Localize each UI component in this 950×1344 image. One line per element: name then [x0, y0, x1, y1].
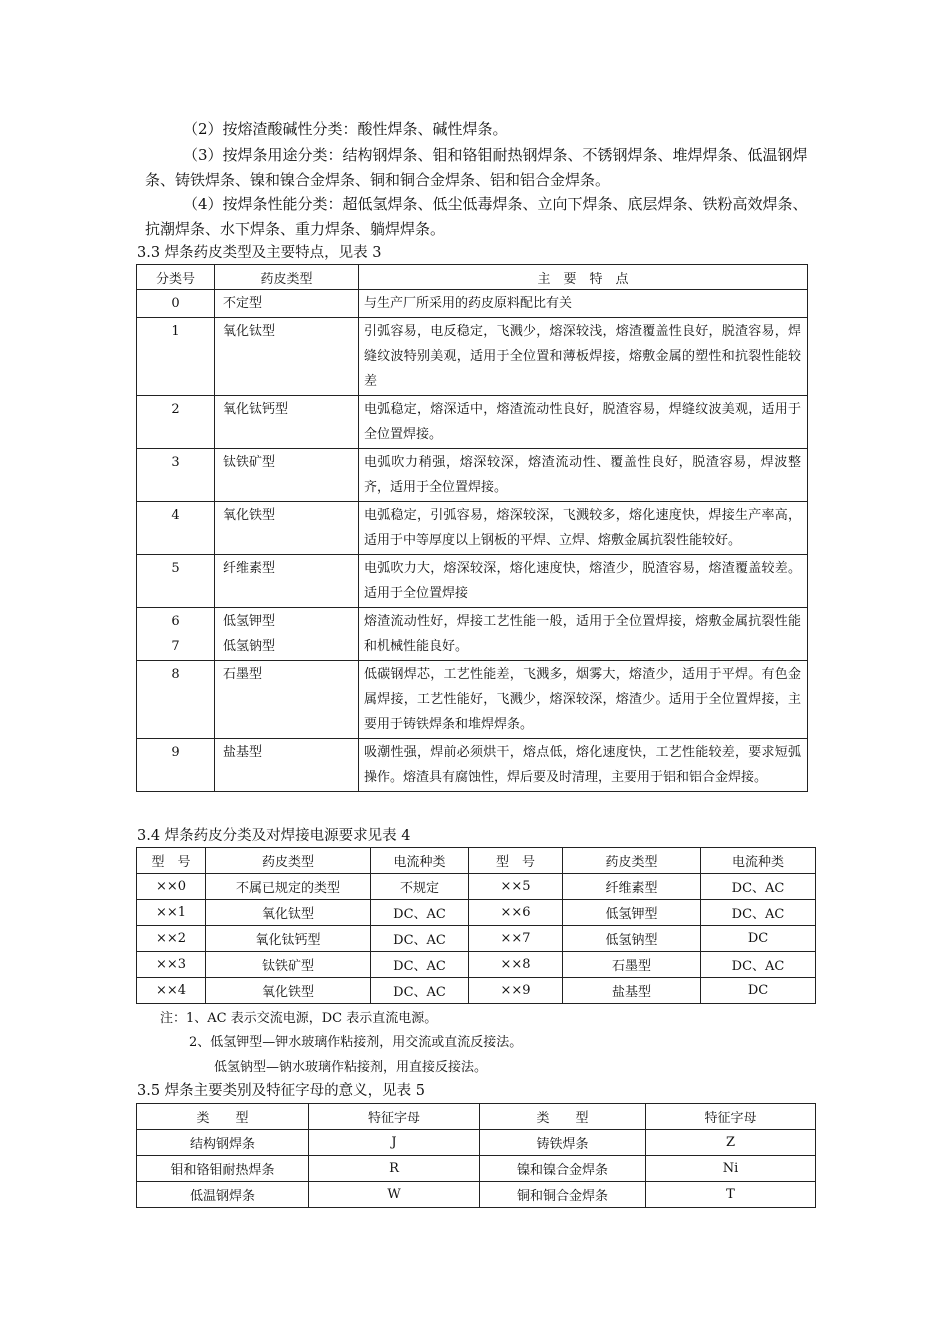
cell: 钛铁矿型 — [206, 952, 371, 978]
column-header: 型 号 — [469, 848, 563, 874]
table-row — [137, 608, 808, 661]
coating-type-sodium: 低氢钠型 — [223, 639, 276, 654]
cell: ××4 — [137, 978, 206, 1004]
cell: DC、AC — [701, 900, 816, 926]
coating-type: 氧化钛钙型 — [215, 396, 359, 449]
column-header: 电流种类 — [371, 848, 469, 874]
main-features: 低碳钢焊芯，工艺性能差，飞溅多，烟雾大，熔渣少，适用于平焊。有色金属焊接，工艺性能好，飞溅少，熔深较深，熔渣少。适用于全位置焊接，主要用于铸铁焊条和堆焊焊条。 — [359, 661, 808, 739]
column-header: 电流种类 — [701, 848, 816, 874]
class-number: 8 — [137, 661, 215, 739]
intro-paragraph-3: （3）按焊条用途分类：结构钢焊条、钼和铬钼耐热钢焊条、不锈钢焊条、堆焊焊条、低温钢焊条、铸铁焊条、镍和镍合金焊条、铜和铜合金焊条、铝和铝合金焊条。 — [145, 146, 808, 189]
table-header-row — [137, 848, 816, 874]
intro-paragraph-4: （4）按焊条性能分类：超低氢焊条、低尘低毒焊条、立向下焊条、底层焊条、铁粉高效焊条、抗潮焊条、水下焊条、重力焊条、躺焊焊条。 — [145, 195, 808, 238]
table-header-row — [137, 265, 808, 290]
table-row — [137, 952, 816, 978]
cell: 结构钢焊条 — [137, 1130, 309, 1156]
table-row — [137, 900, 816, 926]
table-row — [137, 502, 808, 555]
cell: DC、AC — [371, 952, 469, 978]
coating-type: 纤维素型 — [215, 555, 359, 608]
cell: DC、AC — [371, 900, 469, 926]
column-header: 药皮类型 — [206, 848, 371, 874]
coating-type: 不定型 — [215, 290, 359, 318]
cell: 不属已规定的类型 — [206, 874, 371, 900]
table-4-note-3: 低氢钠型—钠水玻璃作粘接剂，用直接反接法。 — [214, 1060, 488, 1075]
cell: DC — [701, 926, 816, 952]
table-5-letter-meanings — [136, 1103, 816, 1208]
cell: ××3 — [137, 952, 206, 978]
class-number: 9 — [137, 739, 215, 792]
cell: Z — [646, 1130, 816, 1156]
table-row — [137, 1156, 816, 1182]
class-number-7: 7 — [171, 639, 180, 654]
cell: J — [309, 1130, 480, 1156]
cell: 盐基型 — [563, 978, 701, 1004]
coating-type-potassium: 低氢钾型 — [223, 614, 276, 629]
column-header: 主 要 特 点 — [359, 265, 808, 290]
table-row — [137, 874, 816, 900]
column-header: 类 型 — [137, 1104, 309, 1130]
cell: 纤维素型 — [563, 874, 701, 900]
main-features: 引弧容易，电反稳定，飞溅少，熔深较浅，熔渣覆盖性良好，脱渣容易，焊缝纹波特别美观，适用于全位置和薄板焊接，熔敷金属的塑性和抗裂性能较差 — [359, 318, 808, 396]
cell: ××8 — [469, 952, 563, 978]
cell: DC、AC — [701, 952, 816, 978]
cell: 铜和铜合金焊条 — [480, 1182, 646, 1208]
class-number: 1 — [137, 318, 215, 396]
cell: 低温钢焊条 — [137, 1182, 309, 1208]
coating-type — [215, 608, 359, 661]
column-header: 药皮类型 — [563, 848, 701, 874]
cell: ××2 — [137, 926, 206, 952]
column-header: 药皮类型 — [215, 265, 359, 290]
table-row — [137, 739, 808, 792]
table-row — [137, 318, 808, 396]
cell: R — [309, 1156, 480, 1182]
cell: ××9 — [469, 978, 563, 1004]
section-3-3-heading: 3.3 焊条药皮类型及主要特点，见表 3 — [137, 245, 382, 261]
class-number: 4 — [137, 502, 215, 555]
class-number: 5 — [137, 555, 215, 608]
table-row — [137, 1130, 816, 1156]
table-row — [137, 290, 808, 318]
cell: DC、AC — [701, 874, 816, 900]
table-row — [137, 555, 808, 608]
main-features: 电弧稳定，熔深适中，熔渣流动性良好，脱渣容易，焊缝纹波美观，适用于全位置焊接。 — [359, 396, 808, 449]
coating-type: 氧化铁型 — [215, 502, 359, 555]
table-row — [137, 661, 808, 739]
main-features: 电弧稳定，引弧容易，熔深较深，飞溅较多，熔化速度快，焊接生产率高，适用于中等厚度以上钢板的平焊、立焊、熔敷金属抗裂性能较好。 — [359, 502, 808, 555]
table-row — [137, 396, 808, 449]
coating-type: 石墨型 — [215, 661, 359, 739]
cell: Ni — [646, 1156, 816, 1182]
cell: DC — [701, 978, 816, 1004]
column-header: 特征字母 — [309, 1104, 480, 1130]
cell: ××5 — [469, 874, 563, 900]
cell: 低氢钠型 — [563, 926, 701, 952]
table-4-note-1: 注：1、AC 表示交流电源，DC 表示直流电源。 — [160, 1011, 438, 1026]
column-header: 类 型 — [480, 1104, 646, 1130]
coating-type: 氧化钛型 — [215, 318, 359, 396]
table-header-row — [137, 1104, 816, 1130]
cell: 铸铁焊条 — [480, 1130, 646, 1156]
main-features: 吸潮性强，焊前必须烘干，熔点低，熔化速度快，工艺性能较差，要求短弧操作。熔渣具有腐蚀性，焊后要及时清理，主要用于铝和铝合金焊接。 — [359, 739, 808, 792]
column-header: 型 号 — [137, 848, 206, 874]
cell: ××0 — [137, 874, 206, 900]
section-3-5-heading: 3.5 焊条主要类别及特征字母的意义，见表 5 — [137, 1083, 426, 1099]
class-number: 3 — [137, 449, 215, 502]
cell: 氧化钛型 — [206, 900, 371, 926]
cell: ××1 — [137, 900, 206, 926]
cell: 镍和镍合金焊条 — [480, 1156, 646, 1182]
table-row — [137, 978, 816, 1004]
main-features: 熔渣流动性好，焊接工艺性能一般，适用于全位置焊接，熔敷金属抗裂性能和机械性能良好。 — [359, 608, 808, 661]
class-number-6: 6 — [171, 614, 180, 629]
cell: DC、AC — [371, 978, 469, 1004]
intro-paragraph-2: （2）按熔渣酸碱性分类：酸性焊条、碱性焊条。 — [183, 120, 508, 138]
class-number: 2 — [137, 396, 215, 449]
cell: DC、AC — [371, 926, 469, 952]
cell: ××7 — [469, 926, 563, 952]
column-header: 特征字母 — [646, 1104, 816, 1130]
cell: ××6 — [469, 900, 563, 926]
table-4-note-2: 2、低氢钾型—钾水玻璃作粘接剂，用交流或直流反接法。 — [189, 1035, 523, 1050]
cell: 氧化钛钙型 — [206, 926, 371, 952]
section-3-4-heading: 3.4 焊条药皮分类及对焊接电源要求见表 4 — [137, 828, 411, 844]
cell: W — [309, 1182, 480, 1208]
cell: 低氢钾型 — [563, 900, 701, 926]
table-row — [137, 449, 808, 502]
cell: 石墨型 — [563, 952, 701, 978]
column-header: 分类号 — [137, 265, 215, 290]
coating-type: 钛铁矿型 — [215, 449, 359, 502]
class-number — [137, 608, 215, 661]
cell: 氧化铁型 — [206, 978, 371, 1004]
cell: T — [646, 1182, 816, 1208]
main-features: 电弧吹力稍强，熔深较深，熔渣流动性、覆盖性良好，脱渣容易，焊波整齐，适用于全位置焊接。 — [359, 449, 808, 502]
coating-type: 盐基型 — [215, 739, 359, 792]
cell: 不规定 — [371, 874, 469, 900]
table-row — [137, 1182, 816, 1208]
table-row — [137, 926, 816, 952]
main-features: 电弧吹力大，熔深较深，熔化速度快，熔渣少，脱渣容易，熔渣覆盖较差。适用于全位置焊接 — [359, 555, 808, 608]
table-3-coating-types — [136, 264, 808, 792]
main-features: 与生产厂所采用的药皮原料配比有关 — [359, 290, 808, 318]
class-number: 0 — [137, 290, 215, 318]
cell: 钼和铬钼耐热焊条 — [137, 1156, 309, 1182]
table-4-power-requirements — [136, 847, 816, 1004]
